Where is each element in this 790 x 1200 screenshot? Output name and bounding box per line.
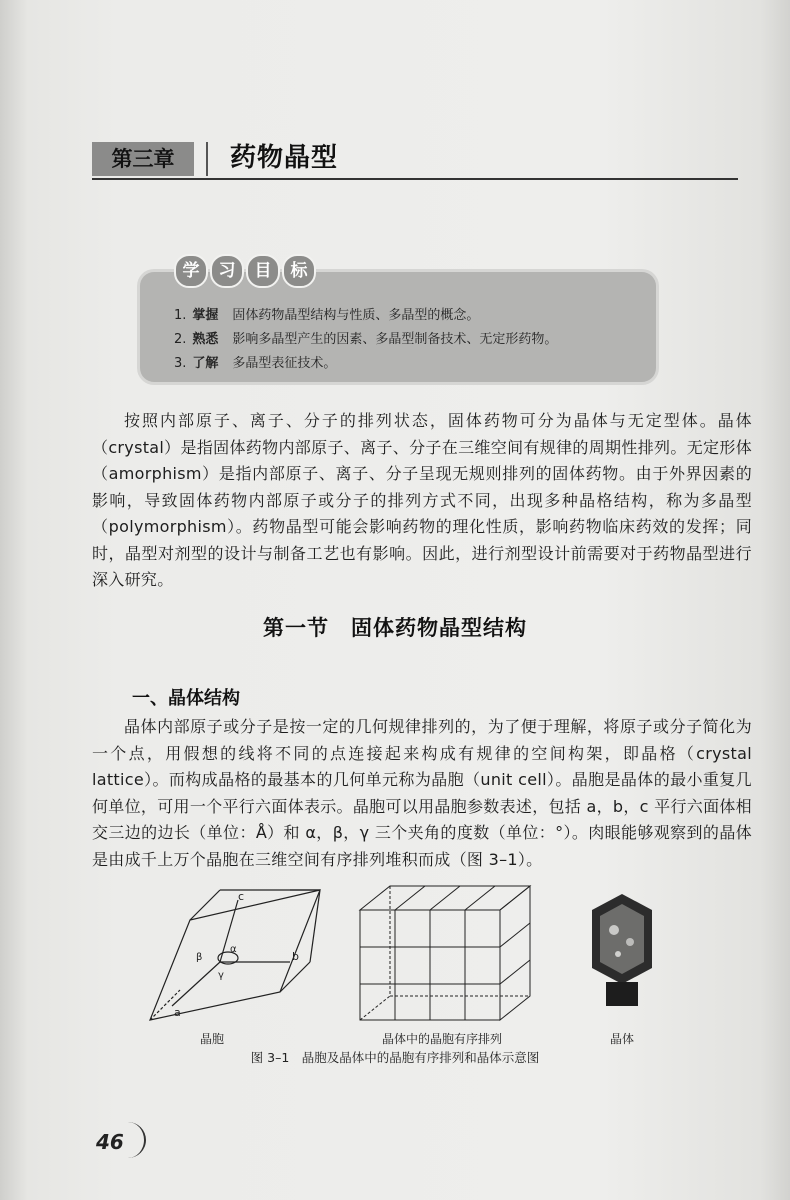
figure-caption: 图 3–1 晶胞及晶体中的晶胞有序排列和晶体示意图 <box>250 1050 540 1065</box>
page-number: 46 <box>96 1130 124 1154</box>
goal-text: 多晶型表征技术。 <box>232 356 337 371</box>
label-beta: β <box>196 952 203 963</box>
lattice-label: 晶体中的晶胞有序排列 <box>382 1032 503 1046</box>
subsection-title: 一、晶体结构 <box>132 688 240 709</box>
label-alpha: α <box>230 944 237 955</box>
figure-3-1 <box>130 880 670 1030</box>
goal-level: 掌握 <box>192 308 219 323</box>
crystal-paragraph: 晶体内部原子或分子是按一定的几何规律排列的，为了便于理解，将原子或分子简化为一个点，用假想的线将不同的点连接起来构成有规律的空间构架，即晶格（crystal lattice）。而构成晶格的最基本的几何单元称为晶胞（unit cell）。晶胞是晶体的最小重复几何单位，可用一个平行六面体表示。晶胞可以用晶胞参数表述，包括 a，b，c 平行六面体相交三边的边长（单位：Å）和 α，β，γ 三个夹角的度数（单位：°）。肉眼能够观察到的晶体是由成千上万个晶胞在三维空间有序排列堆积而成（图 3–1）。 <box>92 717 752 869</box>
label-b: b <box>292 950 299 963</box>
chapter-label: 第三章 <box>92 142 194 176</box>
goal-item <box>174 304 479 323</box>
chapter-header <box>92 138 738 180</box>
unit-cell-label: 晶胞 <box>200 1032 225 1046</box>
crystal-label: 晶体 <box>610 1032 635 1046</box>
chapter-divider <box>206 142 208 176</box>
lattice-diagram <box>360 886 530 1020</box>
label-a: a <box>174 1006 181 1019</box>
section-title: 第一节 固体药物晶型结构 <box>263 616 527 640</box>
badge-char: 目 <box>246 254 280 288</box>
goal-number: 2. <box>174 332 187 347</box>
page-number-ornament <box>124 1122 146 1158</box>
goal-number: 3. <box>174 356 187 371</box>
goal-text: 固体药物晶型结构与性质、多晶型的概念。 <box>232 308 480 323</box>
goal-level: 了解 <box>192 356 219 371</box>
goal-item <box>174 352 336 371</box>
crystal-paragraph-block <box>92 714 752 873</box>
goal-item <box>174 328 557 347</box>
goal-text: 影响多晶型产生的因素、多晶型制备技术、无定形药物。 <box>232 332 558 347</box>
badge-char: 学 <box>174 254 208 288</box>
learning-goals-badge <box>174 254 316 288</box>
intro-paragraph: 按照内部原子、离子、分子的排列状态，固体药物可分为晶体与无定型体。晶体（crystal）是指固体药物内部原子、离子、分子在三维空间有规律的周期性排列。无定形体（amorphism）是指内部原子、离子、分子呈现无规则排列的固体药物。由于外界因素的影响，导致固体药物内部原子或分子的排列方式不同，出现多种晶格结构，称为多晶型（polymorphism）。药物晶型可能会影响药物的理化性质，影响药物临床药效的发挥；同时，晶型对剂型的设计与制备工艺也有影响。因此，进行剂型设计前需要对于药物晶型进行深入研究。 <box>92 411 752 589</box>
axis-a <box>172 962 220 1006</box>
badge-char: 标 <box>282 254 316 288</box>
badge-char: 习 <box>210 254 244 288</box>
label-gamma: γ <box>218 970 224 981</box>
intro-paragraph-block <box>92 408 752 594</box>
crystal-image <box>592 894 652 1006</box>
label-c: c <box>238 890 245 903</box>
goal-number: 1. <box>174 308 187 323</box>
chapter-title: 药物晶型 <box>230 143 339 173</box>
goal-level: 熟悉 <box>192 332 219 347</box>
